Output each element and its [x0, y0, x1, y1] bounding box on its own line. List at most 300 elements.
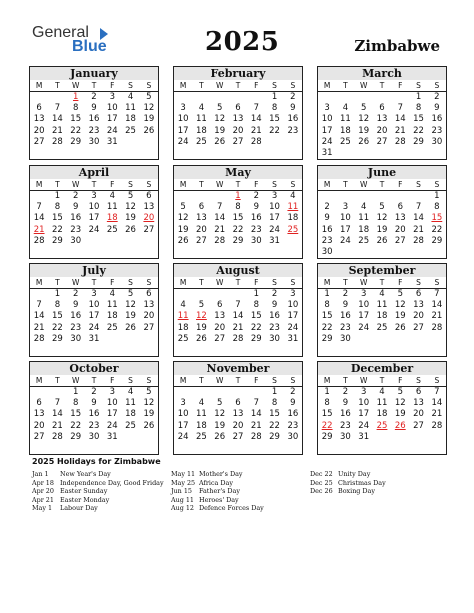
day-cell: 13: [33, 409, 45, 420]
empty-day-cell: [247, 387, 265, 398]
weekday-header: S: [428, 277, 446, 289]
weekday-header: S: [140, 80, 158, 92]
day-cell: 26: [214, 136, 226, 147]
holiday-day-cell: 11: [287, 202, 299, 213]
day-cell: 23: [88, 420, 100, 431]
day-cell: 17: [340, 224, 351, 235]
day-cell: 6: [216, 300, 223, 311]
weekday-header: T: [85, 80, 103, 92]
empty-day-cell: [174, 247, 192, 258]
weekday-header: T: [85, 277, 103, 289]
day-cell: 26: [196, 333, 207, 344]
day-cell: 15: [413, 114, 424, 125]
holiday-day-cell: 11: [177, 311, 189, 322]
month-september: [317, 263, 447, 357]
day-cell: 2: [342, 387, 349, 397]
day-cell: 28: [33, 235, 45, 246]
empty-day-cell: [428, 345, 446, 356]
day-cell: 16: [250, 213, 262, 224]
day-cell: 27: [394, 235, 406, 246]
day-cell: 18: [358, 224, 370, 235]
holiday-date: Apr 21: [32, 495, 54, 504]
day-cell: 14: [33, 213, 45, 224]
weekday-header: S: [284, 179, 302, 191]
day-cell: 30: [88, 136, 100, 147]
day-cell: 25: [196, 431, 207, 442]
day-cell: 10: [106, 398, 118, 409]
day-cell: 21: [394, 125, 406, 136]
holiday-row: [171, 470, 264, 479]
day-cell: 29: [413, 136, 424, 147]
day-cell: 23: [250, 224, 262, 235]
empty-day-cell: [391, 148, 409, 159]
weekday-header: S: [265, 375, 283, 387]
day-cell: 10: [358, 300, 370, 311]
empty-day-cell: [336, 443, 354, 454]
holiday-date: May 11: [171, 470, 196, 478]
day-cell: 23: [70, 322, 82, 333]
day-cell: 4: [379, 387, 385, 397]
weekday-header: T: [48, 179, 66, 191]
day-cell: 2: [253, 191, 259, 201]
day-cell: 8: [271, 398, 278, 409]
day-cell: 3: [109, 92, 115, 102]
day-cell: 29: [70, 431, 82, 442]
empty-day-cell: [265, 148, 283, 159]
holiday-row: [171, 487, 264, 496]
day-cell: 26: [143, 125, 155, 136]
month-july: [29, 263, 159, 357]
empty-day-cell: [284, 137, 302, 148]
day-cell: 19: [125, 311, 136, 322]
day-cell: 13: [196, 213, 207, 224]
weekday-header: M: [30, 277, 48, 289]
day-cell: 8: [253, 300, 259, 311]
month-november: [173, 361, 303, 455]
weekday-header: F: [391, 375, 409, 387]
empty-day-cell: [121, 443, 139, 454]
holiday-date: Apr 20: [32, 487, 54, 496]
holiday-row: [310, 470, 386, 479]
day-cell: 24: [321, 136, 333, 147]
day-cell: 24: [106, 420, 118, 431]
empty-day-cell: [174, 387, 192, 398]
month-grid: [174, 80, 302, 159]
day-cell: 11: [106, 300, 118, 311]
day-cell: 8: [72, 103, 79, 114]
day-cell: 12: [143, 103, 155, 114]
day-cell: 7: [36, 202, 42, 213]
day-cell: 25: [106, 224, 118, 235]
day-cell: 14: [250, 409, 262, 420]
day-cell: 6: [415, 289, 422, 299]
empty-day-cell: [30, 443, 48, 454]
generalblue-logo: [32, 24, 122, 56]
day-cell: 24: [88, 322, 100, 333]
day-cell: 22: [269, 125, 280, 136]
day-cell: 1: [253, 289, 259, 299]
day-cell: 14: [52, 114, 63, 125]
empty-day-cell: [48, 345, 66, 356]
day-cell: 13: [232, 114, 244, 125]
day-cell: 2: [434, 92, 440, 102]
empty-day-cell: [336, 148, 354, 159]
empty-day-cell: [428, 432, 446, 443]
day-cell: 30: [88, 431, 100, 442]
day-cell: 6: [198, 202, 205, 213]
day-cell: 27: [413, 420, 424, 431]
day-cell: 14: [250, 114, 262, 125]
day-cell: 16: [88, 409, 100, 420]
month-grid: [318, 80, 446, 159]
empty-day-cell: [409, 191, 427, 202]
day-cell: 26: [125, 224, 136, 235]
day-cell: 19: [394, 409, 406, 420]
holiday-name: Independence Day, Good Friday: [60, 478, 164, 487]
empty-day-cell: [30, 191, 48, 202]
day-cell: 4: [290, 191, 296, 201]
day-cell: 8: [271, 103, 278, 114]
day-cell: 5: [146, 387, 152, 397]
empty-day-cell: [48, 148, 66, 159]
empty-day-cell: [318, 92, 336, 103]
month-grid: [174, 277, 302, 356]
holiday-row: [32, 479, 164, 488]
day-cell: 18: [340, 125, 351, 136]
day-cell: 3: [324, 103, 330, 114]
day-cell: 1: [72, 387, 79, 397]
empty-day-cell: [247, 443, 265, 454]
empty-day-cell: [192, 191, 210, 202]
day-cell: 21: [431, 311, 443, 322]
day-cell: 10: [177, 114, 189, 125]
day-cell: 20: [196, 224, 207, 235]
day-cell: 20: [33, 125, 45, 136]
day-cell: 17: [88, 213, 100, 224]
day-cell: 1: [54, 289, 61, 299]
day-cell: 11: [125, 398, 136, 409]
logo-triangle-icon: [100, 28, 108, 40]
day-cell: 24: [177, 136, 189, 147]
holiday-name: Heroes' Day: [199, 495, 239, 504]
month-august: [173, 263, 303, 357]
day-cell: 28: [214, 235, 226, 246]
weekday-header: W: [67, 179, 85, 191]
weekday-header: T: [192, 277, 210, 289]
day-cell: 17: [177, 125, 189, 136]
empty-day-cell: [140, 345, 158, 356]
day-cell: 31: [106, 431, 118, 442]
empty-day-cell: [121, 247, 139, 258]
day-cell: 26: [376, 235, 388, 246]
empty-day-cell: [355, 247, 373, 258]
day-cell: 4: [180, 300, 186, 311]
month-march: [317, 66, 447, 160]
weekday-header: F: [247, 375, 265, 387]
day-cell: 26: [143, 420, 155, 431]
day-cell: 15: [250, 311, 262, 322]
day-cell: 25: [177, 333, 189, 344]
holiday-name: Easter Sunday: [60, 487, 108, 496]
weekday-header: S: [409, 277, 427, 289]
month-april: [29, 165, 159, 259]
day-cell: 4: [198, 398, 205, 409]
holiday-date: Dec 26: [310, 487, 333, 496]
holiday-date: Apr 18: [32, 478, 54, 487]
empty-day-cell: [211, 387, 229, 398]
month-february: [173, 66, 303, 160]
day-cell: 6: [235, 398, 241, 409]
day-cell: 24: [340, 235, 351, 246]
empty-day-cell: [391, 443, 409, 454]
holiday-name: Africa Day: [199, 478, 233, 487]
holiday-date: Dec 22: [310, 470, 333, 478]
empty-day-cell: [409, 334, 427, 345]
weekday-header: S: [121, 179, 139, 191]
holiday-date: Jun 15: [171, 487, 192, 496]
day-cell: 20: [143, 311, 155, 322]
day-cell: 29: [321, 333, 333, 344]
weekday-header: M: [318, 80, 336, 92]
month-title: February: [174, 67, 302, 80]
day-cell: 19: [125, 213, 136, 224]
empty-day-cell: [336, 247, 354, 258]
empty-day-cell: [67, 247, 85, 258]
empty-day-cell: [229, 443, 247, 454]
day-cell: 13: [143, 300, 155, 311]
holiday-name: Defence Forces Day: [199, 504, 264, 513]
weekday-header: T: [373, 277, 391, 289]
weekday-header: T: [192, 179, 210, 191]
weekday-header: T: [192, 375, 210, 387]
logo-blue-text: Blue: [72, 38, 107, 55]
empty-day-cell: [211, 92, 229, 103]
day-cell: 27: [413, 322, 424, 333]
empty-day-cell: [30, 247, 48, 258]
day-cell: 28: [394, 136, 406, 147]
day-cell: 3: [180, 103, 186, 114]
month-title: March: [318, 67, 446, 80]
holiday-row: [171, 496, 264, 505]
day-cell: 15: [321, 409, 333, 420]
empty-day-cell: [174, 92, 192, 103]
empty-day-cell: [428, 443, 446, 454]
holiday-row: [310, 479, 386, 488]
day-cell: 9: [72, 300, 79, 311]
weekday-header: W: [355, 375, 373, 387]
day-cell: 17: [358, 311, 370, 322]
empty-day-cell: [211, 345, 229, 356]
day-cell: 17: [177, 420, 189, 431]
day-cell: 7: [36, 300, 42, 311]
weekday-header: S: [121, 80, 139, 92]
day-cell: 2: [91, 92, 97, 102]
holiday-name: New Year's Day: [60, 470, 111, 478]
day-cell: 25: [125, 420, 136, 431]
weekday-header: F: [103, 179, 121, 191]
weekday-header: M: [30, 80, 48, 92]
day-cell: 4: [342, 103, 349, 114]
empty-day-cell: [247, 247, 265, 258]
month-title: May: [174, 166, 302, 179]
weekday-header: T: [229, 375, 247, 387]
empty-day-cell: [229, 148, 247, 159]
logo-general-text: General: [32, 24, 89, 41]
day-cell: 16: [321, 224, 333, 235]
day-cell: 8: [54, 300, 61, 311]
day-cell: 27: [376, 136, 388, 147]
day-cell: 15: [269, 114, 280, 125]
day-cell: 7: [216, 202, 223, 213]
empty-day-cell: [140, 236, 158, 247]
day-cell: 30: [250, 235, 262, 246]
day-cell: 19: [143, 409, 155, 420]
day-cell: 14: [33, 311, 45, 322]
day-cell: 9: [290, 398, 296, 409]
month-grid: [318, 375, 446, 454]
day-cell: 20: [232, 420, 244, 431]
empty-day-cell: [373, 443, 391, 454]
day-cell: 14: [431, 398, 443, 409]
day-cell: 12: [394, 398, 406, 409]
empty-day-cell: [373, 92, 391, 103]
day-cell: 9: [91, 103, 97, 114]
day-cell: 9: [434, 103, 440, 114]
empty-day-cell: [318, 345, 336, 356]
day-cell: 1: [54, 191, 61, 201]
day-cell: 22: [232, 224, 244, 235]
month-grid: [174, 375, 302, 454]
holiday-column: [32, 470, 164, 513]
weekday-header: M: [174, 179, 192, 191]
weekday-header: W: [211, 375, 229, 387]
day-cell: 26: [358, 136, 370, 147]
day-cell: 14: [214, 213, 226, 224]
empty-day-cell: [192, 247, 210, 258]
weekday-header: M: [318, 277, 336, 289]
empty-day-cell: [391, 247, 409, 258]
holiday-row: [310, 487, 386, 496]
empty-day-cell: [48, 247, 66, 258]
day-cell: 19: [394, 311, 406, 322]
holiday-column: [171, 470, 264, 513]
day-cell: 23: [269, 322, 280, 333]
weekday-header: T: [48, 80, 66, 92]
holiday-day-cell: 12: [196, 311, 207, 322]
day-cell: 5: [216, 103, 223, 114]
weekday-header: M: [174, 80, 192, 92]
empty-day-cell: [373, 345, 391, 356]
day-cell: 31: [358, 431, 370, 442]
day-cell: 30: [70, 333, 82, 344]
holiday-column: [310, 470, 386, 496]
empty-day-cell: [284, 247, 302, 258]
day-cell: 27: [232, 431, 244, 442]
day-cell: 7: [54, 103, 61, 114]
empty-day-cell: [174, 191, 192, 202]
weekday-header: T: [336, 277, 354, 289]
empty-day-cell: [373, 247, 391, 258]
day-cell: 27: [33, 136, 45, 147]
weekday-header: S: [284, 80, 302, 92]
day-cell: 20: [376, 125, 388, 136]
day-cell: 24: [177, 431, 189, 442]
day-cell: 29: [52, 333, 63, 344]
empty-day-cell: [174, 443, 192, 454]
weekday-header: S: [409, 80, 427, 92]
day-cell: 24: [269, 224, 280, 235]
empty-day-cell: [174, 148, 192, 159]
empty-day-cell: [140, 137, 158, 148]
day-cell: 16: [287, 409, 299, 420]
day-cell: 15: [232, 213, 244, 224]
day-cell: 11: [376, 398, 388, 409]
weekday-header: M: [30, 375, 48, 387]
day-cell: 3: [91, 289, 97, 299]
empty-day-cell: [391, 432, 409, 443]
empty-day-cell: [85, 236, 103, 247]
day-cell: 19: [196, 322, 207, 333]
day-cell: 9: [72, 202, 79, 213]
empty-day-cell: [103, 443, 121, 454]
empty-day-cell: [48, 92, 66, 103]
holiday-date: Dec 25: [310, 478, 333, 487]
empty-day-cell: [428, 148, 446, 159]
day-cell: 4: [198, 103, 205, 114]
day-cell: 19: [358, 125, 370, 136]
empty-day-cell: [355, 334, 373, 345]
day-cell: 24: [106, 125, 118, 136]
empty-day-cell: [121, 236, 139, 247]
day-cell: 8: [324, 398, 330, 409]
day-cell: 23: [287, 420, 299, 431]
day-cell: 23: [340, 420, 351, 431]
day-cell: 21: [214, 224, 226, 235]
holiday-date: Aug 12: [171, 504, 194, 513]
day-cell: 22: [269, 420, 280, 431]
day-cell: 28: [232, 333, 244, 344]
weekday-header: T: [48, 375, 66, 387]
day-cell: 8: [72, 398, 79, 409]
day-cell: 6: [146, 191, 152, 201]
day-cell: 10: [269, 202, 280, 213]
empty-day-cell: [229, 92, 247, 103]
day-cell: 11: [196, 114, 207, 125]
day-cell: 11: [340, 114, 351, 125]
day-cell: 7: [397, 103, 403, 114]
day-cell: 8: [415, 103, 422, 114]
day-cell: 7: [235, 300, 241, 311]
day-cell: 3: [342, 202, 349, 213]
day-cell: 16: [431, 114, 443, 125]
day-cell: 8: [324, 300, 330, 311]
day-cell: 13: [214, 311, 226, 322]
month-may: [173, 165, 303, 259]
empty-day-cell: [247, 92, 265, 103]
weekday-header: W: [211, 179, 229, 191]
weekday-header: S: [409, 375, 427, 387]
day-cell: 22: [52, 224, 63, 235]
day-cell: 18: [376, 409, 388, 420]
weekday-header: S: [121, 277, 139, 289]
day-cell: 20: [33, 420, 45, 431]
day-cell: 28: [33, 333, 45, 344]
day-cell: 12: [125, 300, 136, 311]
empty-day-cell: [355, 191, 373, 202]
weekday-header: T: [336, 375, 354, 387]
day-cell: 2: [290, 92, 296, 102]
day-cell: 22: [70, 125, 82, 136]
